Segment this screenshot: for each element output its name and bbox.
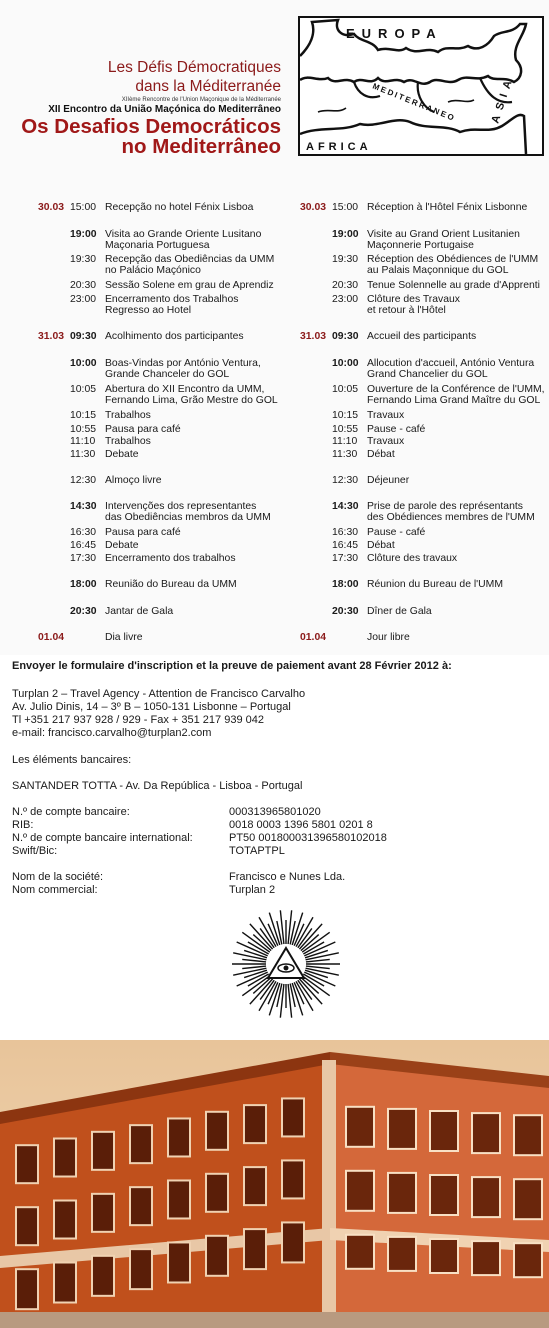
programme-date: 31.03 [300,331,327,342]
programme-text: Débat [367,540,395,551]
programme-time: 18:00 [332,579,359,590]
programme-text: Tenue Solennelle au grade d'Apprenti [367,280,540,291]
programme-text: Pause - café [367,527,426,538]
programme-text: Abertura do XII Encontro da UMM, Fernando Lima, Grão Mestre do GOL [105,384,278,407]
programme-text: Travaux [367,410,405,421]
programme-time: 10:00 [70,358,97,369]
programme-text: Allocution d'accueil, António Ventura Grand Chancelier du GOL [367,358,535,381]
programme-text: Encerramento dos trabalhos [105,553,236,564]
programme-time: 23:00 [332,294,359,305]
programme-time: 10:55 [70,424,97,435]
trade-value: Turplan 2 [229,884,276,896]
swift-value: TOTAPTPL [229,845,285,857]
programme-text: Debate [105,449,139,460]
programme-time: 16:30 [70,527,97,538]
programme-time: 16:30 [332,527,359,538]
bank-name: SANTANDER TOTTA - Av. Da República - Lisboa - Portugal [12,780,303,792]
programme-text: Pausa para café [105,424,181,435]
mediterranean-map [298,16,544,156]
portuguese-title [21,117,281,157]
programme-text: Débat [367,449,395,460]
programme-text: Ouverture de la Conférence de l'UMM, Fernando Lima Grand Maître du GOL [367,384,545,407]
programme-time: 17:30 [70,553,97,564]
registration-heading: Envoyer le formulaire d'inscription et la preuve de paiement avant 28 Février 2012 à: [12,660,452,672]
programme-time: 10:00 [332,358,359,369]
programme-text: Jour libre [367,632,410,643]
iban-value: PT50 001800031396580102018 [229,832,387,844]
programme-text: Pause - café [367,424,426,435]
account-label: N.º de compte bancaire: [12,806,130,818]
programme-text: Recepção das Obediências da UMM no Palácio Maçónico [105,254,275,277]
email-line[interactable]: e-mail: francisco.carvalho@turplan2.com [12,727,212,739]
programme-time: 17:30 [332,553,359,564]
programme-text: Reunião do Bureau da UMM [105,579,237,590]
programme-date: 01.04 [38,632,65,643]
programme-time: 09:30 [332,331,359,342]
programme-text: Boas-Vindas por António Ventura, Grande Chanceler do GOL [105,358,261,381]
rib-label: RIB: [12,819,34,831]
programme-text: Sessão Solene em grau de Aprendiz [105,280,274,291]
programme-text: Prise de parole des représentants des Obédiences membres de l'UMM [367,501,535,524]
programme-time: 10:15 [70,410,97,421]
map-label-asia: ASIA [489,73,517,125]
company-value: Francisco e Nunes Lda. [229,871,346,883]
portuguese-subtitle: XII Encontro da União Maçónica do Mediterrâneo [48,104,281,115]
portuguese-title-line-2: no Mediterrâneo [121,135,281,158]
portuguese-title-line-1: Os Desafios Democráticos [21,115,281,138]
programme-text: Pausa para café [105,527,181,538]
programme-time: 11:10 [70,436,96,447]
programme-text: Clôture des travaux [367,553,458,564]
programme-date: 30.03 [38,202,65,213]
programme-time: 20:30 [70,606,97,617]
map-label-africa: AFRICA [306,141,372,153]
french-title [108,58,281,96]
french-title-line-2: dans la Méditerranée [135,78,281,95]
programme-text: Debate [105,540,139,551]
programme-time: 15:00 [332,202,359,213]
programme-time: 20:30 [332,606,359,617]
programme-time: 12:30 [70,475,97,486]
programme-time: 19:00 [70,229,97,240]
programme-text: Clôture des Travaux et retour à l'Hôtel [367,294,460,317]
programme-time: 14:30 [332,501,359,512]
programme-text: Trabalhos [105,410,151,421]
programme-time: 14:30 [70,501,97,512]
programme-text: Accueil des participants [367,331,477,342]
programme-time: 11:30 [332,449,358,460]
programme-time: 10:05 [70,384,97,395]
palace-building-image [0,1040,549,1328]
french-title-line-1: Les Défis Démocratiques [107,59,281,76]
programme-time: 10:05 [332,384,359,395]
programme-text: Acolhimento dos participantes [105,331,244,342]
programme-date: 01.04 [300,632,327,643]
programme-time: 18:00 [70,579,97,590]
bank-heading: Les éléments bancaires: [12,754,132,766]
address-line: Av. Julio Dinis, 14 – 3º B – 1050-131 Lisbonne – Portugal [12,701,291,713]
programme-time: 15:00 [70,202,97,213]
small-subtitle: XIIème Rencontre de l'Union Maçonique de la Méditerranée [121,97,281,103]
programme-time: 20:30 [332,280,359,291]
programme-text: Réception à l'Hôtel Fénix Lisbonne [367,202,528,213]
company-label: Nom de la société: [12,871,104,883]
swift-label: Swift/Bic: [12,845,58,857]
programme-text: Recepção no hotel Fénix Lisboa [105,202,254,213]
trade-label: Nom commercial: [12,884,98,896]
programme-text: Réception des Obédiences de l'UMM au Palais Maçonnique du GOL [367,254,539,277]
programme-text: Jantar de Gala [105,606,174,617]
programme-time: 11:30 [70,449,96,460]
map-label-sea: MEDITERRANEO [371,81,458,124]
programme-text: Dia livre [105,632,143,643]
programme-text: Encerramento dos Trabalhos Regresso ao Hotel [105,294,239,317]
programme-time: 12:30 [332,475,359,486]
map-label-europa: EUROPA [346,26,443,41]
programme-text: Visite au Grand Orient Lusitanien Maçonnerie Portugaise [367,229,520,252]
masonic-eye-emblem [230,908,342,1020]
programme-time: 09:30 [70,331,97,342]
programme-time: 20:30 [70,280,97,291]
programme-text: Réunion du Bureau de l'UMM [367,579,503,590]
programme-text: Almoço livre [105,475,162,486]
account-value: 000313965801020 [229,806,321,818]
programme-date: 30.03 [300,202,327,213]
programme-section [0,0,549,655]
rib-value: 0018 0003 1396 5801 0201 8 [229,819,373,831]
programme-time: 16:45 [70,540,97,551]
programme-text: Trabalhos [105,436,151,447]
programme-time: 19:30 [70,254,97,265]
programme-text: Intervenções dos representantes das Obediências membros da UMM [105,501,271,524]
programme-date: 31.03 [38,331,65,342]
phone-line: Tl +351 217 937 928 / 929 - Fax + 351 217 939 042 [12,714,264,726]
programme-time: 19:30 [332,254,359,265]
programme-text: Travaux [367,436,405,447]
programme-text: Déjeuner [367,475,410,486]
programme-time: 10:55 [332,424,359,435]
programme-time: 16:45 [332,540,359,551]
programme-time: 19:00 [332,229,359,240]
programme-text: Dîner de Gala [367,606,432,617]
agency-line: Turplan 2 – Travel Agency - Attention de Francisco Carvalho [12,688,306,700]
programme-time: 11:10 [332,436,358,447]
programme-text: Visita ao Grande Oriente Lusitano Maçonaria Portuguesa [105,229,262,252]
iban-label: N.º de compte bancaire international: [12,832,193,844]
programme-time: 10:15 [332,410,359,421]
programme-time: 23:00 [70,294,97,305]
